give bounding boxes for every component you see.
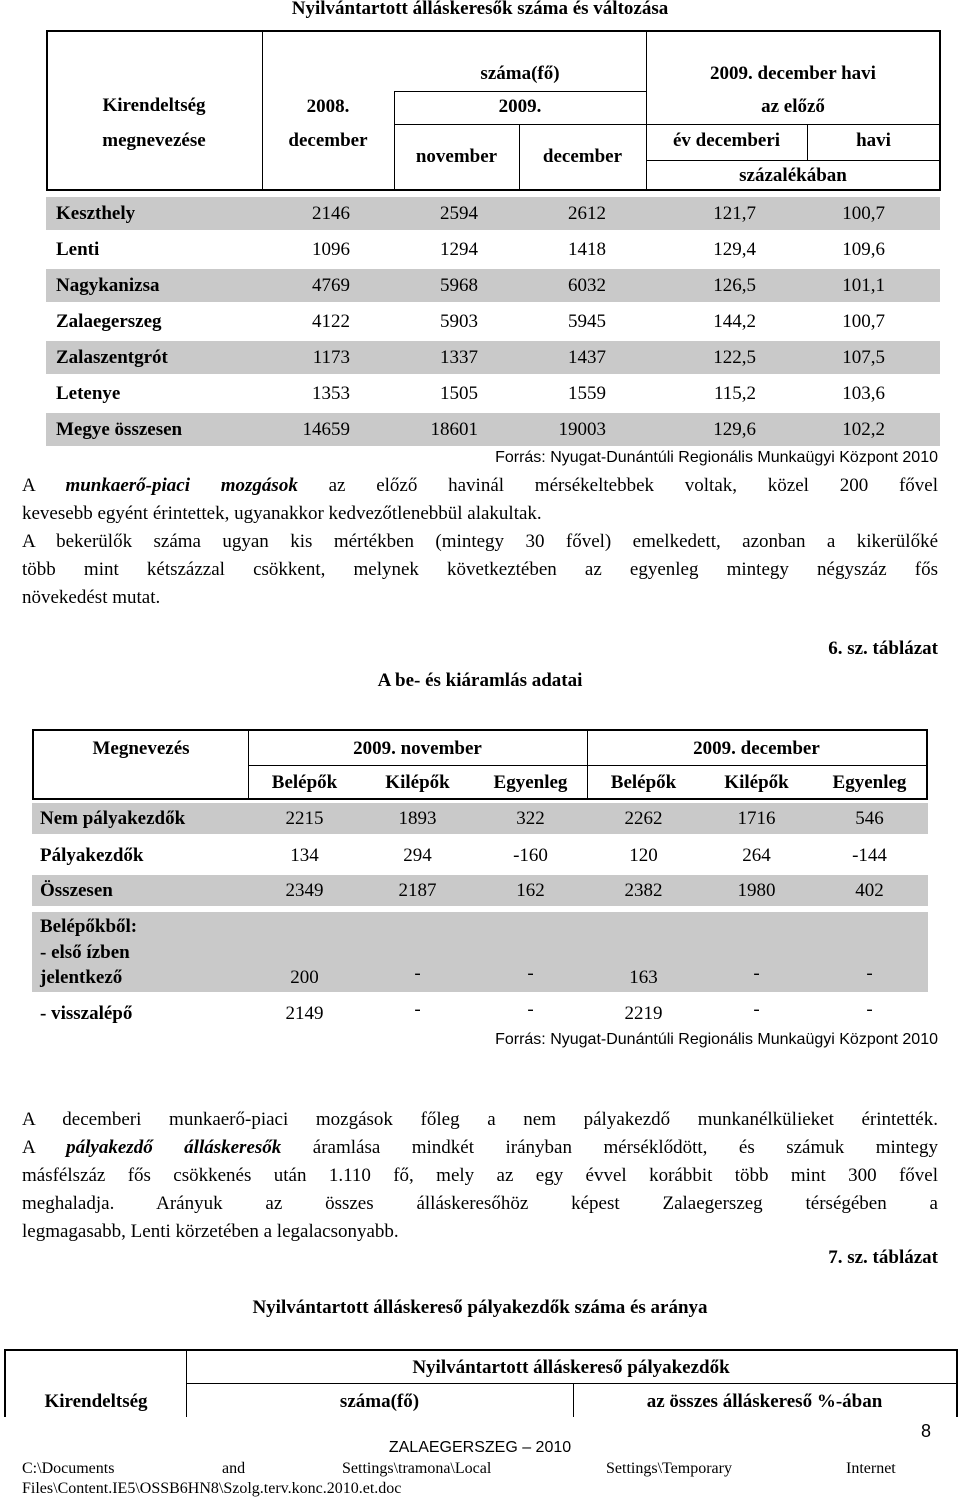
t2-cell: 120 [629,845,658,866]
table3-title: Nyilvántartott álláskereső pályakezdők száma és aránya [252,1297,708,1318]
t1-cell: 19003 [558,419,606,440]
t1-cell: 100,7 [842,203,885,224]
t1-cell: 144,2 [713,311,756,332]
t1-h-az-elozo: az előző [761,96,825,117]
t2-cell: 2215 [285,808,324,829]
t2-cell: 264 [742,845,771,866]
t2-cell: 134 [290,845,319,866]
t1-cell: 126,5 [713,275,756,296]
t1-cell: 1294 [440,239,478,260]
t1-row-bg-5 [46,341,940,374]
t2-cell: 2219 [624,1003,663,1024]
t1-cell: 1505 [440,383,478,404]
footer-center: ZALAEGERSZEG – 2010 [388,1439,572,1456]
t1-cell: 129,4 [713,239,756,260]
para1-prefix: A [22,475,66,496]
t2-cell: 294 [403,845,432,866]
t1-h-nov: november [415,146,498,167]
t1-cell: 1559 [568,383,606,404]
t2-cell: 546 [855,808,884,829]
t2-cell: - [753,999,760,1020]
t1-cell: 1418 [568,239,606,260]
t2-sub: Kilépők [724,772,789,793]
t2-row-name: Nem pályakezdők [40,808,186,829]
t2-cell: 2382 [624,880,663,901]
t2-cell: 2187 [398,880,437,901]
para3-line3: másfélszáz fős csökkenés után 1.110 fő, mely az egy évvel korábbit több mint 300 fővel [22,1165,938,1186]
t2-cell: 2349 [285,880,324,901]
t1-cell: 5968 [440,275,478,296]
t1-cell: 121,7 [713,203,756,224]
t3-top-border [4,1349,958,1351]
t1-h-2009: 2009. [498,96,542,117]
t1-h-szama: száma(fő) [480,63,560,84]
t1-cell: 122,5 [713,347,756,368]
t1-cell: 6032 [568,275,606,296]
page-number: 8 [921,1421,932,1441]
t1-cell: 4769 [312,275,350,296]
t1-cell: 5945 [568,311,606,332]
t1-row-bg-3 [46,269,940,302]
t2-elso-label-2: jelentkező [40,967,123,988]
t1-h-dec-havi: 2009. december havi [710,63,876,84]
para1-line2: kevesebb egyént érintettek, ugyanakkor kedvezőtlenebbül alakultak. [22,503,542,524]
t1-hline-elozo [646,124,940,125]
t1-cell: 115,2 [713,383,756,404]
t1-cell: 2594 [440,203,478,224]
t1-hline-ev [646,160,940,161]
t2-elso-label-1: - első ízben [40,942,130,963]
t2-belepokbol-label: Belépőkből: [40,916,138,937]
t1-h-dec: december [542,146,623,167]
para3-line5: legmagasabb, Lenti körzetében a legalacsonyabb. [22,1221,399,1242]
t2-h-megnevezes: Megnevezés [92,738,190,759]
t1-h-ev-dec: év decemberi [672,130,781,151]
t1-cell: 1337 [440,347,478,368]
t2-top-border [32,729,928,731]
t1-row-name: Letenye [56,383,121,404]
t2-sub: Egyenleg [832,772,907,793]
t2-sub: Egyenleg [493,772,568,793]
t1-cell: 103,6 [842,383,885,404]
t1-h-2008: 2008. [306,96,350,117]
para3-l2-emph: pályakezdő álláskeresők [66,1137,282,1158]
t2-cell: 2149 [285,1003,324,1024]
t1-cell: 18601 [430,419,478,440]
t2-cell: - [414,963,421,984]
table3-number: 7. sz. táblázat [828,1247,938,1268]
t1-cell: 2612 [568,203,606,224]
footer-path-1e: Internet [846,1460,896,1477]
para2-line2: több mint kétszázzal csökkent, melynek következtében az egyenleg mintegy négyszáz fős [22,559,938,580]
t2-cell: - [866,963,873,984]
t1-cell: 100,7 [842,311,885,332]
t2-cell: - [753,963,760,984]
t1-h-havi: havi [856,130,891,151]
t3-hline-sub [186,1383,958,1384]
para2-line1: A bekerülők száma ugyan kis mértékben (mintegy 30 fővel) emelkedett, azonban a kikerülőké [22,531,938,552]
t3-h-pct: az összes álláskereső %-ában [646,1391,883,1412]
footer-path-1c: Settings\tramona\Local [342,1460,492,1477]
t2-cell: - [866,999,873,1020]
t1-row-name: Zalaegerszeg [56,311,162,332]
para3-line2 [22,1134,938,1162]
t2-sub: Belépők [271,772,338,793]
t2-cell: 1716 [737,808,776,829]
t2-right-border [926,729,928,799]
t3-h-top: Nyilvántartott álláskereső pályakezdők [412,1357,730,1378]
t1-cell: 1353 [312,383,350,404]
t1-cell: 1173 [312,347,350,368]
t1-cell: 102,2 [842,419,885,440]
t3-h-kirendeltseg: Kirendeltség [44,1391,148,1412]
t2-cell: 200 [290,967,319,988]
t2-source: Forrás: Nyugat-Dunántúli Regionális Munkaügyi Központ 2010 [495,1031,938,1048]
t2-header-bottom [32,798,928,800]
t2-cell: 162 [516,880,545,901]
t1-row-bg-1 [46,197,940,230]
t1-row-name: Lenti [56,239,100,260]
t1-h-szazalek: százalékában [739,165,847,186]
t1-row-name: Zalaszentgrót [56,347,168,368]
t2-cell: - [527,963,534,984]
para2-line3: növekedést mutat. [22,587,161,608]
para1-emph: munkaerő-piaci mozgások [65,475,298,496]
t1-row-name: Megye összesen [56,419,183,440]
t2-cell: 2262 [624,808,663,829]
t1-cell: 107,5 [842,347,885,368]
t1-h-2008-dec: december [288,130,368,151]
t1-cell: 1437 [568,347,606,368]
t1-row-name: Keszthely [56,203,136,224]
para1-rest: az előző havinál mérsékeltebbek voltak, közel 200 fővel [297,475,938,496]
table2-title: A be- és kiáramlás adatai [377,670,583,691]
para3-line4: meghaladja. Arányuk az összes álláskeresőhöz képest Zalaegerszeg térségében a [22,1193,938,1214]
t1-header-bottom [46,189,941,191]
para3-line1: A decemberi munkaerő-piaci mozgások főleg a nem pályakezdő munkanélkülieket érintették. [22,1109,938,1130]
t1-cell: 109,6 [842,239,885,260]
table1-title: Nyilvántartott álláskeresők száma és változása [291,0,669,19]
t1-cell: 4122 [312,311,350,332]
t2-cell: -144 [852,845,887,866]
t1-cell: 2146 [312,203,350,224]
t2-row-name: Pályakezdők [40,845,144,866]
t1-cell: 1096 [312,239,350,260]
t2-cell: 1980 [737,880,776,901]
t2-cell: - [527,999,534,1020]
table2-number: 6. sz. táblázat [828,638,938,659]
t2-cell: 322 [516,808,545,829]
t1-row-name: Nagykanizsa [56,275,160,296]
t2-cell: - [414,999,421,1020]
t1-h-megnevezese: megnevezése [102,130,206,151]
t2-vissza-label: - visszalépő [40,1003,133,1024]
t1-cell: 101,1 [842,275,885,296]
t1-hline-2009 [394,124,647,125]
t2-cell: -160 [513,845,548,866]
para1-line1 [22,472,938,500]
footer-path-2: Files\Content.IE5\OSSB6HN8\Szolg.terv.konc.2010.et.doc [22,1480,402,1497]
t1-cell: 129,6 [713,419,756,440]
t2-h-dec: 2009. december [693,738,820,759]
para3-l2-a: A [22,1137,67,1158]
t1-h-kirendeltseg: Kirendeltség [102,95,206,116]
footer-path-1a: C:\Documents [22,1460,115,1477]
t1-top-border [46,30,941,32]
t3-h-szama: száma(fő) [339,1391,420,1412]
t1-cell: 14659 [302,419,350,440]
t1-source: Forrás: Nyugat-Dunántúli Regionális Munkaügyi Központ 2010 [495,449,938,466]
para3-l2-b: áramlása mindkét irányban mérséklődött, és számuk mintegy [281,1137,938,1158]
t2-cell: 163 [629,967,658,988]
t2-sub: Kilépők [385,772,450,793]
t2-cell: 402 [855,880,884,901]
footer-path-1b: and [222,1460,246,1477]
t2-row-name: Összesen [40,880,113,901]
t1-hline-szama [394,91,647,92]
t1-cell: 5903 [440,311,478,332]
t2-h-nov: 2009. november [353,738,482,759]
t2-cell: 1893 [398,808,437,829]
t2-sub: Belépők [610,772,677,793]
footer-path-1d: Settings\Temporary [606,1460,732,1477]
t2-hline-sub [248,765,927,766]
